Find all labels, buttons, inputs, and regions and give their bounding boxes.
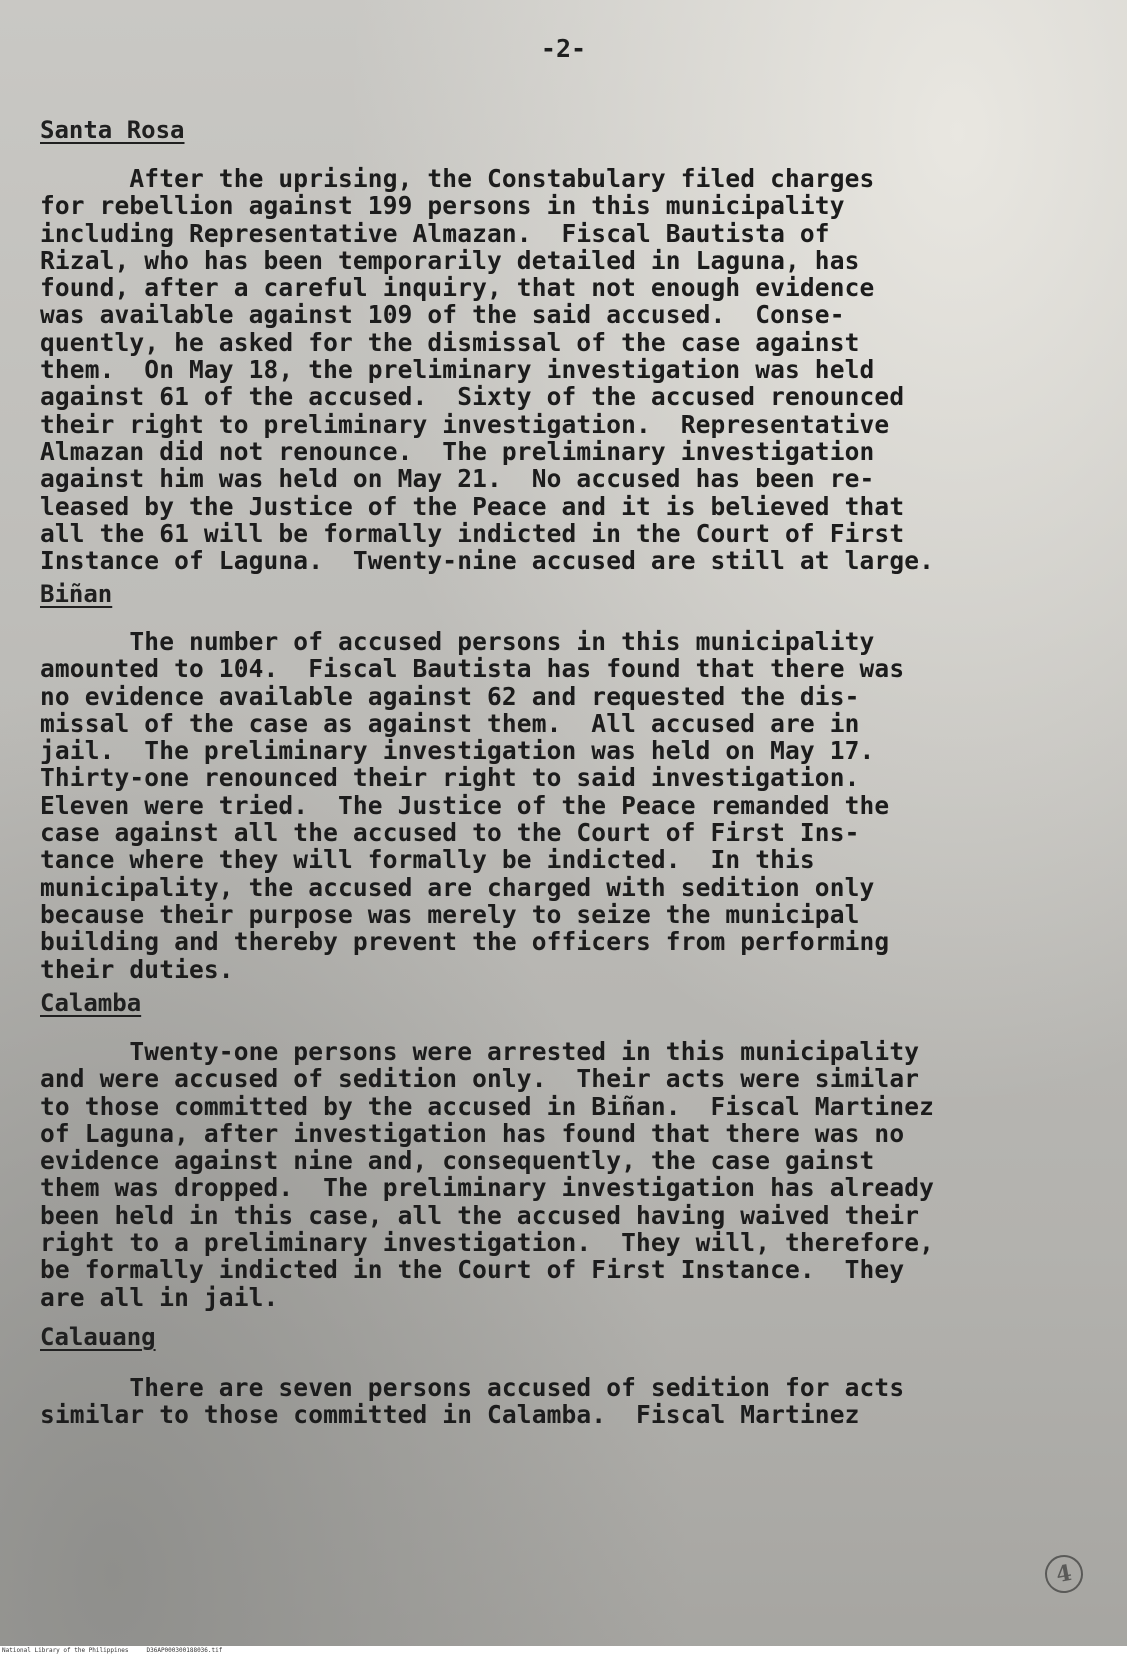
text-line: against him was held on May 21. No accused has been re- bbox=[40, 464, 875, 494]
text-line: and were accused of sedition only. Their acts were similar bbox=[40, 1064, 920, 1094]
text-line: them was dropped. The preliminary investigation has already bbox=[40, 1173, 935, 1203]
handwritten-page-mark: 4 bbox=[1042, 1552, 1086, 1596]
footer-caption: National Library of the Philippines D36AP000300188036.tif bbox=[2, 1647, 223, 1654]
text-line: The number of accused persons in this municipality bbox=[40, 627, 875, 656]
paragraph-binan bbox=[40, 628, 904, 983]
text-line: including Representative Almazan. Fiscal Bautista of bbox=[40, 218, 830, 248]
text-line: all the 61 will be formally indicted in the Court of First bbox=[40, 518, 905, 548]
text-line: no evidence available against 62 and requested the dis- bbox=[40, 681, 860, 711]
page-number: -2- bbox=[540, 34, 587, 63]
text-line: right to a preliminary investigation. They will, therefore, bbox=[40, 1228, 935, 1258]
text-line: was available against 109 of the said accused. Conse- bbox=[40, 300, 845, 330]
text-line: Rizal, who has been temporarily detailed in Laguna, has bbox=[40, 245, 860, 275]
text-line: Eleven were tried. The Justice of the Peace remanded the bbox=[40, 790, 890, 820]
text-line: them. On May 18, the preliminary investigation was held bbox=[40, 355, 875, 385]
text-line: tance where they will formally be indicted. In this bbox=[40, 845, 815, 875]
text-line: After the uprising, the Constabulary filed charges bbox=[40, 164, 875, 193]
text-line: Instance of Laguna. Twenty-nine accused are still at large. bbox=[40, 546, 935, 576]
text-line: to those committed by the accused in Biñan. Fiscal Martinez bbox=[40, 1091, 935, 1121]
text-line: missal of the case as against them. All accused are in bbox=[40, 708, 860, 738]
heading-calauang: Calauang bbox=[40, 1323, 156, 1351]
text-line: similar to those committed in Calamba. Fiscal Martinez bbox=[40, 1400, 860, 1430]
text-line: leased by the Justice of the Peace and it is believed that bbox=[40, 491, 905, 521]
text-line: of Laguna, after investigation has found that there was no bbox=[40, 1118, 905, 1148]
text-line: found, after a careful inquiry, that not enough evidence bbox=[40, 273, 875, 303]
text-line: jail. The preliminary investigation was held on May 17. bbox=[40, 736, 875, 766]
text-line: been held in this case, all the accused having waived their bbox=[40, 1200, 920, 1230]
heading-binan: Biñan bbox=[40, 580, 113, 608]
text-line: their right to preliminary investigation. Representative bbox=[40, 409, 890, 439]
text-line: their duties. bbox=[40, 954, 234, 984]
text-line: Twenty-one persons were arrested in this municipality bbox=[40, 1037, 920, 1066]
heading-santa-rosa: Santa Rosa bbox=[40, 116, 185, 144]
scan-footer bbox=[0, 1646, 1127, 1658]
text-line: against 61 of the accused. Sixty of the accused renounced bbox=[40, 382, 905, 412]
text-line: because their purpose was merely to seize the municipal bbox=[40, 899, 860, 929]
text-line: building and thereby prevent the officers from performing bbox=[40, 927, 890, 957]
text-line: amounted to 104. Fiscal Bautista has found that there was bbox=[40, 654, 905, 684]
text-line: are all in jail. bbox=[40, 1282, 279, 1312]
text-line: quently, he asked for the dismissal of the case against bbox=[40, 327, 860, 357]
text-line: evidence against nine and, consequently, the case gainst bbox=[40, 1146, 875, 1176]
text-line: be formally indicted in the Court of First Instance. They bbox=[40, 1255, 905, 1285]
paragraph-calamba bbox=[40, 1038, 934, 1311]
text-line: case against all the accused to the Court of First Ins- bbox=[40, 818, 860, 848]
text-line: municipality, the accused are charged with sedition only bbox=[40, 872, 875, 902]
heading-calamba: Calamba bbox=[40, 989, 142, 1017]
text-line: Thirty-one renounced their right to said investigation. bbox=[40, 763, 860, 793]
text-line: Almazan did not renounce. The preliminary investigation bbox=[40, 436, 875, 466]
paragraph-santa-rosa bbox=[40, 165, 934, 574]
text-line: There are seven persons accused of sedition for acts bbox=[40, 1373, 905, 1402]
text-line: for rebellion against 199 persons in this municipality bbox=[40, 191, 845, 221]
paragraph-calauang bbox=[40, 1374, 904, 1429]
